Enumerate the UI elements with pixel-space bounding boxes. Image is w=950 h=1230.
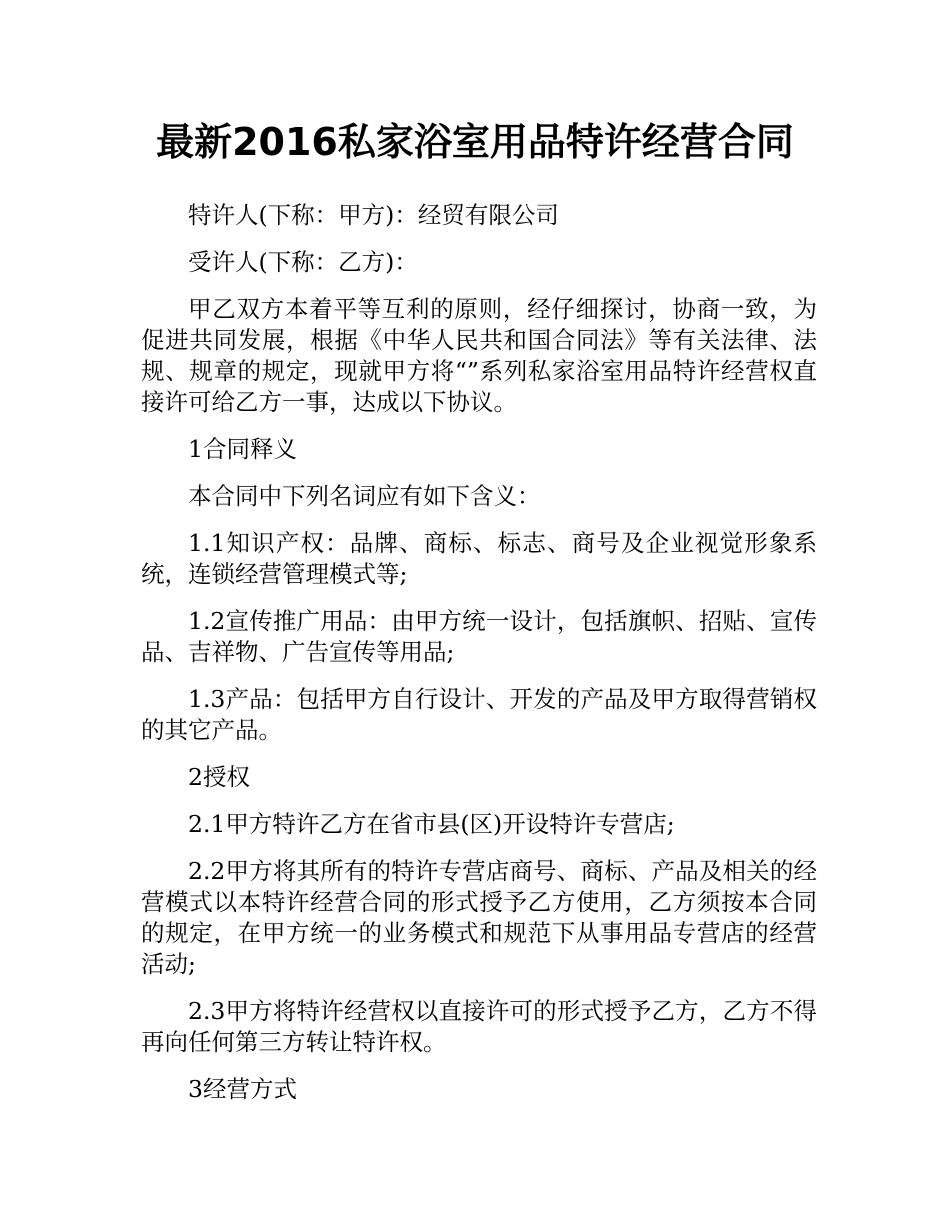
paragraph-preamble: 甲乙双方本着平等互利的原则，经仔细探讨，协商一致，为促进共同发展，根据《中华人民共和国合同法》等有关法律、法规、规章的规定，现就甲方将“”系列私家浴室用品特许经营权直接许可给乙方一事，达成以下协议。: [141, 295, 817, 416]
clause-2-3: 2.3甲方将特许经营权以直接许可的形式授予乙方，乙方不得再向任何第三方转让特许权。: [141, 997, 817, 1056]
section-heading-3: 3经营方式: [188, 1075, 297, 1103]
clause-2-1: 2.1甲方特许乙方在省市县(区)开设特许专营店;: [188, 810, 675, 838]
section-heading-2: 2授权: [188, 763, 250, 791]
document-body: [141, 200, 817, 1121]
clause-2-2: 2.2甲方将其所有的特许专营店商号、商标、产品及相关的经营模式以本特许经营合同的形式授予乙方使用，乙方须按本合同的规定，在甲方统一的业务模式和规范下从事用品专营店的经营活动;: [141, 857, 817, 978]
paragraph-definitions-intro: 本合同中下列名词应有如下含义：: [188, 482, 541, 510]
section-heading-1: 1合同释义: [188, 435, 297, 463]
clause-1-2: 1.2宣传推广用品：由甲方统一设计，包括旗帜、招贴、宣传品、吉祥物、广告宣传等用品;: [141, 607, 817, 666]
clause-1-1: 1.1知识产权：品牌、商标、标志、商号及企业视觉形象系统，连锁经营管理模式等;: [141, 529, 817, 588]
document-title: 最新2016私家浴室用品特许经营合同: [156, 120, 794, 164]
clause-1-3: 1.3产品：包括甲方自行设计、开发的产品及甲方取得营销权的其它产品。: [141, 685, 817, 744]
paragraph-licensee: 受许人(下称：乙方)：: [188, 248, 418, 276]
paragraph-licensor: 特许人(下称：甲方)：经贸有限公司: [188, 201, 559, 229]
